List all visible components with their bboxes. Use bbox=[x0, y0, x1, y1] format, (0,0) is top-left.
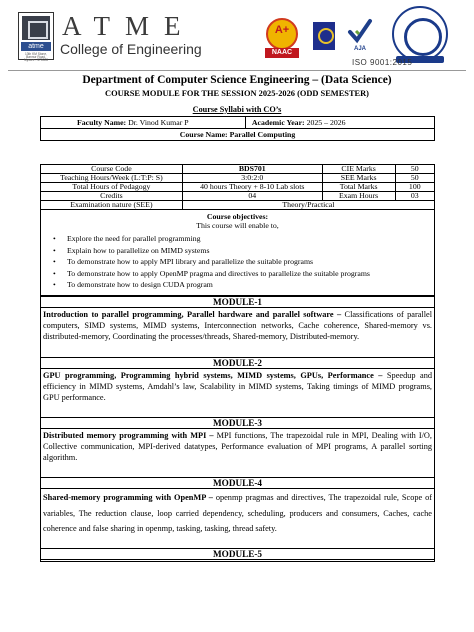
objectives-title: Course objectives: bbox=[206, 212, 269, 221]
info-key: Total Hours of Pedagogy bbox=[41, 183, 183, 192]
info-row bbox=[41, 201, 435, 210]
module-content: GPU programming, Programming hybrid systems, MIMD systems, GPUs, Performance – Speedup and efficiency in MIMD systems, Amdahl’s law, Scalability in MIMD systems, Taking timings of MIMD programs, GPU performance. bbox=[43, 371, 433, 403]
info-key: Exam Hours bbox=[322, 192, 395, 201]
aaa-check-icon bbox=[348, 18, 372, 44]
accreditation-shield-icon bbox=[313, 22, 335, 50]
list-item: • Explore the need for parallel programming bbox=[53, 234, 201, 243]
faculty-name: Dr. Vinod Kumar P bbox=[128, 118, 189, 127]
module-title: MODULE-2 bbox=[41, 357, 434, 369]
list-item: • Explain how to parallelize on MIMD systems bbox=[53, 245, 210, 255]
faculty-table bbox=[40, 116, 435, 141]
list-item: • To demonstrate how to apply OpenMP pragma and directives to parallelize the suitable programs bbox=[53, 268, 370, 278]
aaa-label: AJA bbox=[353, 46, 366, 52]
brand-name: ATME bbox=[62, 11, 196, 41]
college-name: College of Engineering bbox=[60, 41, 202, 57]
aaa-badge-icon bbox=[342, 18, 378, 58]
list-item: • To demonstrate how to design CUDA program bbox=[53, 280, 213, 290]
module-content: Distributed memory programming with MPI – MPI functions, The trapezoidal rule in MPI, Dealing with I/O, Collective communication, MPI-derived datatypes, Performance evaluation of MPI programs, A parallel sorting algorithm. bbox=[43, 431, 432, 463]
module-title: MODULE-4 bbox=[41, 477, 434, 489]
course-objectives bbox=[40, 210, 435, 296]
naac-badge-icon bbox=[264, 18, 300, 58]
academic-year-label: Academic Year: bbox=[251, 118, 305, 127]
academic-year-value: 2025 – 2026 bbox=[306, 118, 346, 127]
info-key: SEE Marks bbox=[322, 174, 395, 183]
logo-tag: atme bbox=[21, 42, 51, 51]
module-title: MODULE-1 bbox=[41, 296, 434, 308]
info-value: 50 bbox=[395, 174, 434, 183]
session-title: COURSE MODULE FOR THE SESSION 2025-2026 (ODD SEMESTER) bbox=[105, 89, 369, 98]
iso-text: ISO 9001:2015 bbox=[352, 58, 413, 67]
bullet-icon: • bbox=[53, 257, 56, 267]
module-4 bbox=[40, 477, 435, 548]
course-info-table bbox=[40, 164, 435, 210]
faculty-cell bbox=[41, 117, 246, 129]
logo-emblem-icon bbox=[22, 16, 50, 40]
module-3 bbox=[40, 416, 435, 481]
module-content: Shared-memory programming with OpenMP – openmp pragmas and directives, The trapezoidal rule, Scope of variables, The reduction clause, loop carried dependency, scheduling, producers and consumers, Caches, cache coherence and false sharing in openmp, tasking, tasking, thread safety. bbox=[43, 493, 433, 534]
module-title: MODULE-5 bbox=[41, 548, 434, 560]
info-value: 50 bbox=[395, 165, 434, 174]
info-key: CIE Marks bbox=[322, 165, 395, 174]
header-divider bbox=[8, 70, 466, 71]
table-bottom-rule bbox=[40, 561, 435, 562]
syllabi-title: Course Syllabi with CO’s bbox=[192, 105, 282, 114]
info-key: Teaching Hours/Week (L:T:P: S) bbox=[41, 174, 183, 183]
bullet-icon: • bbox=[53, 268, 56, 278]
module-1 bbox=[40, 296, 435, 354]
exam-nature-value: Theory/Practical bbox=[182, 201, 434, 210]
bullet-icon: • bbox=[53, 280, 56, 290]
page-header bbox=[0, 0, 474, 72]
course-code-value: BDS701 bbox=[182, 165, 322, 174]
info-value: 03 bbox=[395, 192, 434, 201]
info-value: 100 bbox=[395, 183, 434, 192]
academic-year-cell bbox=[245, 117, 434, 129]
info-key: Total Marks bbox=[322, 183, 395, 192]
objectives-list bbox=[53, 233, 370, 291]
department-title: Department of Computer Science Engineering – (Data Science) bbox=[82, 74, 392, 86]
naac-grade: A+ bbox=[274, 24, 290, 36]
objectives-intro: This course will enable to, bbox=[196, 221, 279, 230]
info-value: 40 hours Theory + 8-10 Lab slots bbox=[182, 183, 322, 192]
atme-logo bbox=[18, 12, 54, 60]
logo-small-text: 13th KM Stone, Bannur Road, Mysore - 570028 bbox=[24, 52, 48, 62]
bullet-icon: • bbox=[53, 245, 56, 255]
info-key: Credits bbox=[41, 192, 183, 201]
info-key: Course Code bbox=[41, 165, 183, 174]
course-name-value: Parallel Computing bbox=[229, 130, 296, 139]
module-2 bbox=[40, 354, 435, 416]
bullet-icon: • bbox=[53, 234, 56, 243]
info-key: Examination nature (SEE) bbox=[41, 201, 183, 210]
module-content: Introduction to parallel programming, Parallel hardware and parallel software – Classifications of parallel computers, SIMD systems, MIMD systems, Interconnection networks, Cache coherence, Shared-memory vs. distributed-memory, Coordinating the processes/threads, Shared-memory, Distributed-memory. bbox=[43, 310, 432, 342]
course-name-cell bbox=[41, 129, 435, 141]
list-item: • To demonstrate how to apply MPI library and parallelize the suitable programs bbox=[53, 257, 314, 267]
faculty-label: Faculty Name: bbox=[77, 118, 127, 127]
naac-label: NAAC bbox=[265, 48, 299, 58]
info-value: 3:0:2:0 bbox=[182, 174, 322, 183]
course-name-label: Course Name: bbox=[179, 130, 228, 139]
module-5 bbox=[40, 548, 435, 561]
module-title: MODULE-3 bbox=[41, 417, 434, 429]
info-value: 04 bbox=[182, 192, 322, 201]
